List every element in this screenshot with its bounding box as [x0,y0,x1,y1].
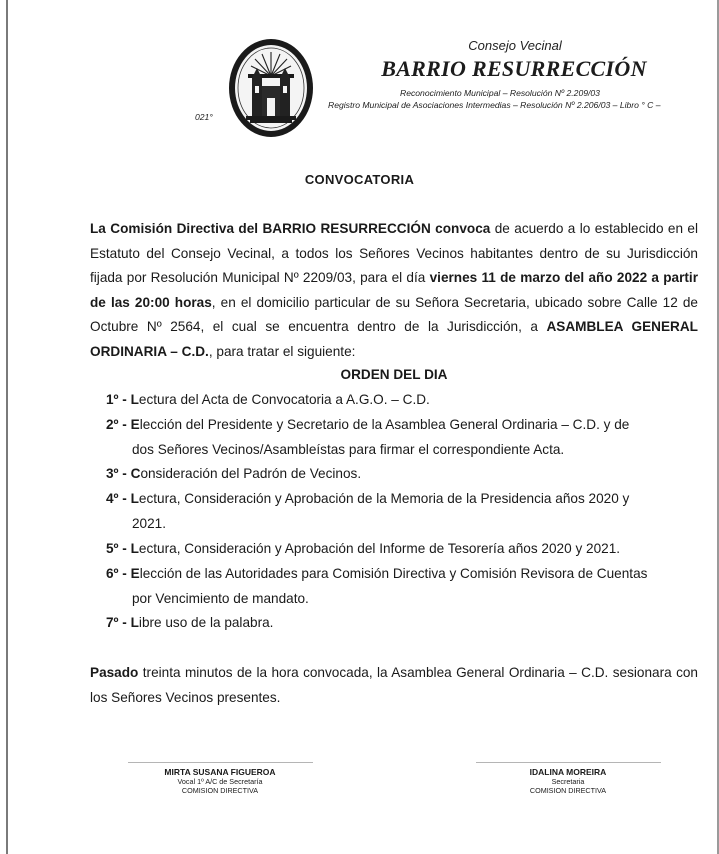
agenda-item-text: lección de las Autoridades para Comisión Directiva y Comisión Revisora de Cuentas [139,566,648,581]
agenda-item-text: lección del Presidente y Secretario de la Asamblea General Ordinaria – C.D. y de [139,417,630,432]
signature-block-left [120,762,320,795]
signature-name: MIRTA SUSANA FIGUEROA [164,767,276,777]
agenda-item-text: onsideración del Padrón de Vecinos. [140,466,362,481]
registry-line: Registro Municipal de Asociaciones Intermedias – Resolución Nº 2.206/03 – Libro ° C – [328,100,661,110]
closing-paragraph [90,661,698,710]
agenda-title: ORDEN DEL DIA [340,367,448,382]
agenda-item [106,487,686,536]
agenda-item [106,388,686,413]
agenda-item-continuation: dos Señores Vecinos/Asambleístas para firmar el correspondiente Acta. [132,441,565,457]
agenda-item [106,611,686,636]
agenda-item-continuation: por Vencimiento de mandato. [132,590,309,606]
signature-name: IDALINA MOREIRA [529,767,607,777]
agenda-item-text: ectura del Acta de Convocatoria a A.G.O. – C.D. [138,392,430,407]
agenda-item [106,537,686,562]
signature-role: Secretaria [551,777,585,786]
signature-line [476,762,661,763]
agenda-item-number: 2º - E [106,417,140,432]
registry-line-continued: 021° [195,112,213,122]
agenda-item-number: 1º - L [106,392,139,407]
agenda-item-text: ectura, Consideración y Aprobación de la Memoria de la Presidencia años 2020 y [138,491,630,506]
intro-text-2: , en el domicilio particular de su Señora Secretaria, ubicado sobre Calle 12 de Octubre Nº 2564, el cual se encuentra dentro de la Jurisdicción, a [90,294,698,334]
recognition-line: Reconocimiento Municipal – Resolución Nº 2.209/03 [400,88,600,98]
signature-body: COMISION DIRECTIVA [181,786,259,795]
agenda-item-number: 4º - L [106,491,139,506]
agenda-item-number: 5º - L [106,541,139,556]
agenda-item [106,562,686,611]
agenda-item-number: 6º - E [106,566,140,581]
signature-body: COMISION DIRECTIVA [529,786,607,795]
signature-block-right [468,762,668,795]
agenda-item-number: 3º - C [106,466,141,481]
intro-text-3: , para tratar el siguiente: [208,343,356,359]
signature-line [128,762,313,763]
agenda-item-continuation: 2021. [132,515,167,531]
intro-bold-date: viernes 11 de marzo del año 2022 a partir de las 20:00 horas [90,270,698,310]
organization-title: BARRIO RESURRECCIÓN [381,56,647,81]
council-label: Consejo Vecinal [468,38,562,53]
intro-bold-org: La Comisión Directiva del BARRIO RESURRECCIÓN convoca [90,221,491,236]
signature-role: Vocal 1º A/C de Secretaría [177,777,263,786]
document-title: CONVOCATORIA [304,172,415,187]
intro-bold-assembly: ASAMBLEA GENERAL ORDINARIA – C.D. [90,319,698,359]
closing-text: treinta minutos de la hora convocada, la Asamblea General Ordinaria – C.D. sesionara con los Señores Vecinos presentes. [90,665,698,705]
agenda-item [106,462,686,487]
agenda-item-text: ibre uso de la palabra. [138,615,274,630]
closing-bold: Pasado [90,665,139,680]
agenda-item [106,413,686,462]
intro-text-1: de acuerdo a lo establecido en el Estatuto del Consejo Vecinal, a todos los Señores Vecinos habitantes dentro de su Jurisdicción fijada por Resolución Municipal Nº 2209/03, para el día [90,221,699,285]
agenda-item-number: 7º - L [106,615,139,630]
agenda-item-text: ectura, Consideración y Aprobación del Informe de Tesorería años 2020 y 2021. [138,541,621,556]
